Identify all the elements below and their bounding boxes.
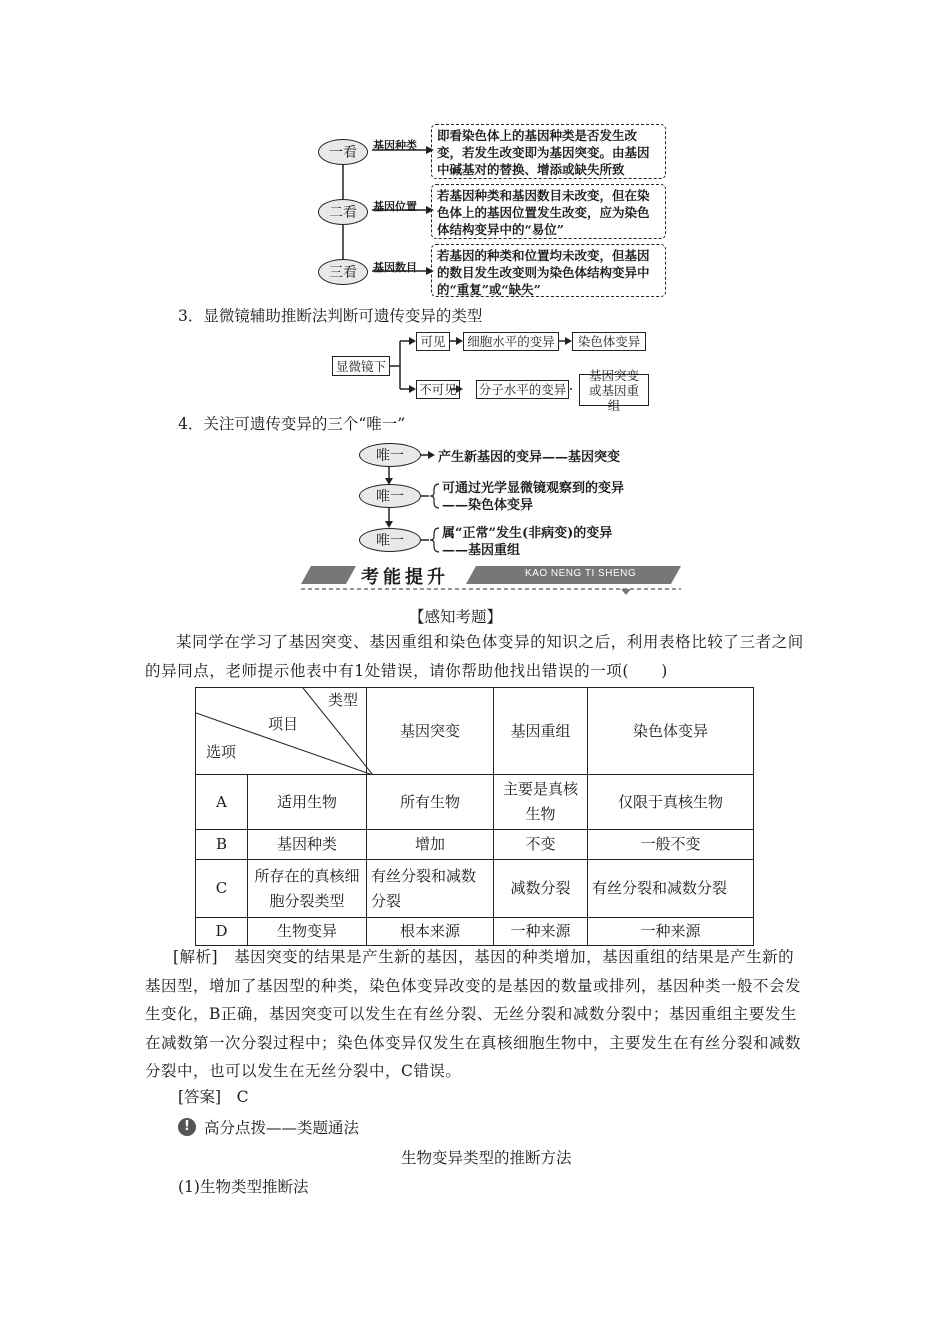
corner-item: 项目 [268, 715, 299, 733]
diagram3-text-3-line1: 属“正常”发生(非病变)的变异 [442, 526, 613, 541]
row-c-option: C [196, 860, 248, 918]
table-row [196, 830, 754, 860]
table-row [196, 918, 754, 946]
row-b-cell-2: 不变 [494, 830, 588, 860]
diagram2-visible: 可见 [416, 332, 450, 351]
diagram1-label-2: 基因位置 [373, 200, 417, 213]
section4-title: 4．关注可遗传变异的三个“唯一” [178, 415, 406, 433]
diagram2-root: 显微镜下 [332, 356, 390, 376]
question-text: 某同学在学习了基因突变、基因重组和染色体变异的知识之后，利用表格比较了三者之间的异同点，老师提示他表中有1处错误，请你帮助他找出错误的一项( ) [145, 633, 804, 680]
comparison-table [195, 687, 754, 946]
diagram1-box-2: 若基因种类和基因数目未改变，但在染色体上的基因位置发生改变，应为染色体结构变异中的“易位” [431, 184, 666, 239]
diagram1-node-3: 三看 [318, 259, 368, 285]
row-d-option: D [196, 918, 248, 946]
exclamation-icon: ! [178, 1118, 196, 1136]
header-recombination: 基因重组 [494, 688, 588, 775]
diagram3-node-3: 唯一 [359, 528, 421, 552]
diagram2-invisible: 不可见 [416, 380, 460, 399]
section-banner [301, 563, 681, 590]
row-d-cell-3: 一种来源 [588, 918, 754, 946]
row-c-item: 所存在的真核细胞分裂类型 [247, 860, 366, 918]
diagram3-node-2: 唯一 [359, 484, 421, 508]
diagram3-text-1: 产生新基因的变异——基因突变 [438, 450, 621, 465]
row-b-cell-3: 一般不变 [588, 830, 754, 860]
header-chromosome: 染色体变异 [588, 688, 754, 775]
diagram1-box-1: 即看染色体上的基因种类是否发生改变，若发生改变即为基因突变。由基因中碱基对的替换、增添或缺失所致 [431, 124, 666, 179]
row-d-cell-1: 根本来源 [367, 918, 494, 946]
diagram2-chromosome-variation: 染色体变异 [572, 332, 646, 351]
row-b-cell-1: 增加 [367, 830, 494, 860]
row-a-item: 适用生物 [247, 775, 366, 830]
table-row [196, 775, 754, 830]
diagram2-molecular-level: 分子水平的变异 [476, 380, 569, 399]
diagram1-label-1: 基因种类 [373, 139, 417, 152]
perception-title: 【感知考题】 [409, 608, 503, 626]
diagram3-text-3-line2: ——基因重组 [442, 543, 521, 558]
banner-title: 考能提升 [361, 567, 449, 588]
row-c-cell-1: 有丝分裂和减数分裂 [367, 860, 494, 918]
analysis-text: [解析] 基因突变的结果是产生新的基因，基因的种类增加，基因重组的结果是产生新的基因型，增加了基因型的种类，染色体变异改变的是基因的数量或排列，基因种类一般不会发生变化，B正确，基因突变可以发生在有丝分裂、无丝分裂和减数分裂中；基因重组主要发生在减数第一次分裂过程中；染色体变异仅发生在真核细胞生物中，主要发生在有丝分裂和减数分裂中，也可以发生在无丝分裂中，C错误。 [145, 948, 802, 1080]
tip-title: 高分点拨——类题通法 [204, 1119, 360, 1137]
row-c-cell-2: 减数分裂 [494, 860, 588, 918]
row-a-cell-2: 主要是真核生物 [494, 775, 588, 830]
diagram2-cell-level: 细胞水平的变异 [463, 332, 559, 351]
diagram1-label-3: 基因数目 [373, 261, 417, 274]
method-title: 生物变异类型的推断方法 [401, 1149, 572, 1167]
row-a-option: A [196, 775, 248, 830]
corner-type: 类型 [327, 691, 358, 709]
diagram3-text-2-line1: 可通过光学显微镜观察到的变异 [442, 481, 625, 496]
answer-text: [答案] C [178, 1088, 249, 1106]
diagram1-node-1: 一看 [318, 139, 368, 165]
row-d-item: 生物变异 [247, 918, 366, 946]
row-c-cell-3: 有丝分裂和减数分裂 [588, 860, 754, 918]
row-a-cell-1: 所有生物 [367, 775, 494, 830]
table-corner-cell [196, 688, 367, 775]
method-1: (1)生物类型推断法 [178, 1178, 309, 1196]
header-mutation: 基因突变 [367, 688, 494, 775]
row-d-cell-2: 一种来源 [494, 918, 588, 946]
table-row [196, 860, 754, 918]
row-b-item: 基因种类 [247, 830, 366, 860]
diagram3-text-3 [442, 525, 612, 559]
banner-subtitle: KAO NENG TI SHENG [525, 568, 637, 579]
section3-title: 3．显微镜辅助推断法判断可遗传变异的类型 [178, 307, 483, 325]
diagram3-node-1: 唯一 [359, 443, 421, 467]
diagram1-node-2: 二看 [318, 199, 368, 225]
diagram1-box-3: 若基因的种类和位置均未改变，但基因的数目发生改变则为染色体结构变异中的“重复”或“缺失” [431, 244, 666, 297]
diagram3-text-2 [442, 480, 624, 514]
diagram2-mutation-or-recombination: 基因突变或基因重组 [579, 374, 649, 406]
row-a-cell-3: 仅限于真核生物 [588, 775, 754, 830]
table-header-row [196, 688, 754, 775]
diagram3-text-2-line2: ——染色体变异 [442, 498, 534, 513]
corner-option: 选项 [206, 743, 237, 761]
row-b-option: B [196, 830, 248, 860]
